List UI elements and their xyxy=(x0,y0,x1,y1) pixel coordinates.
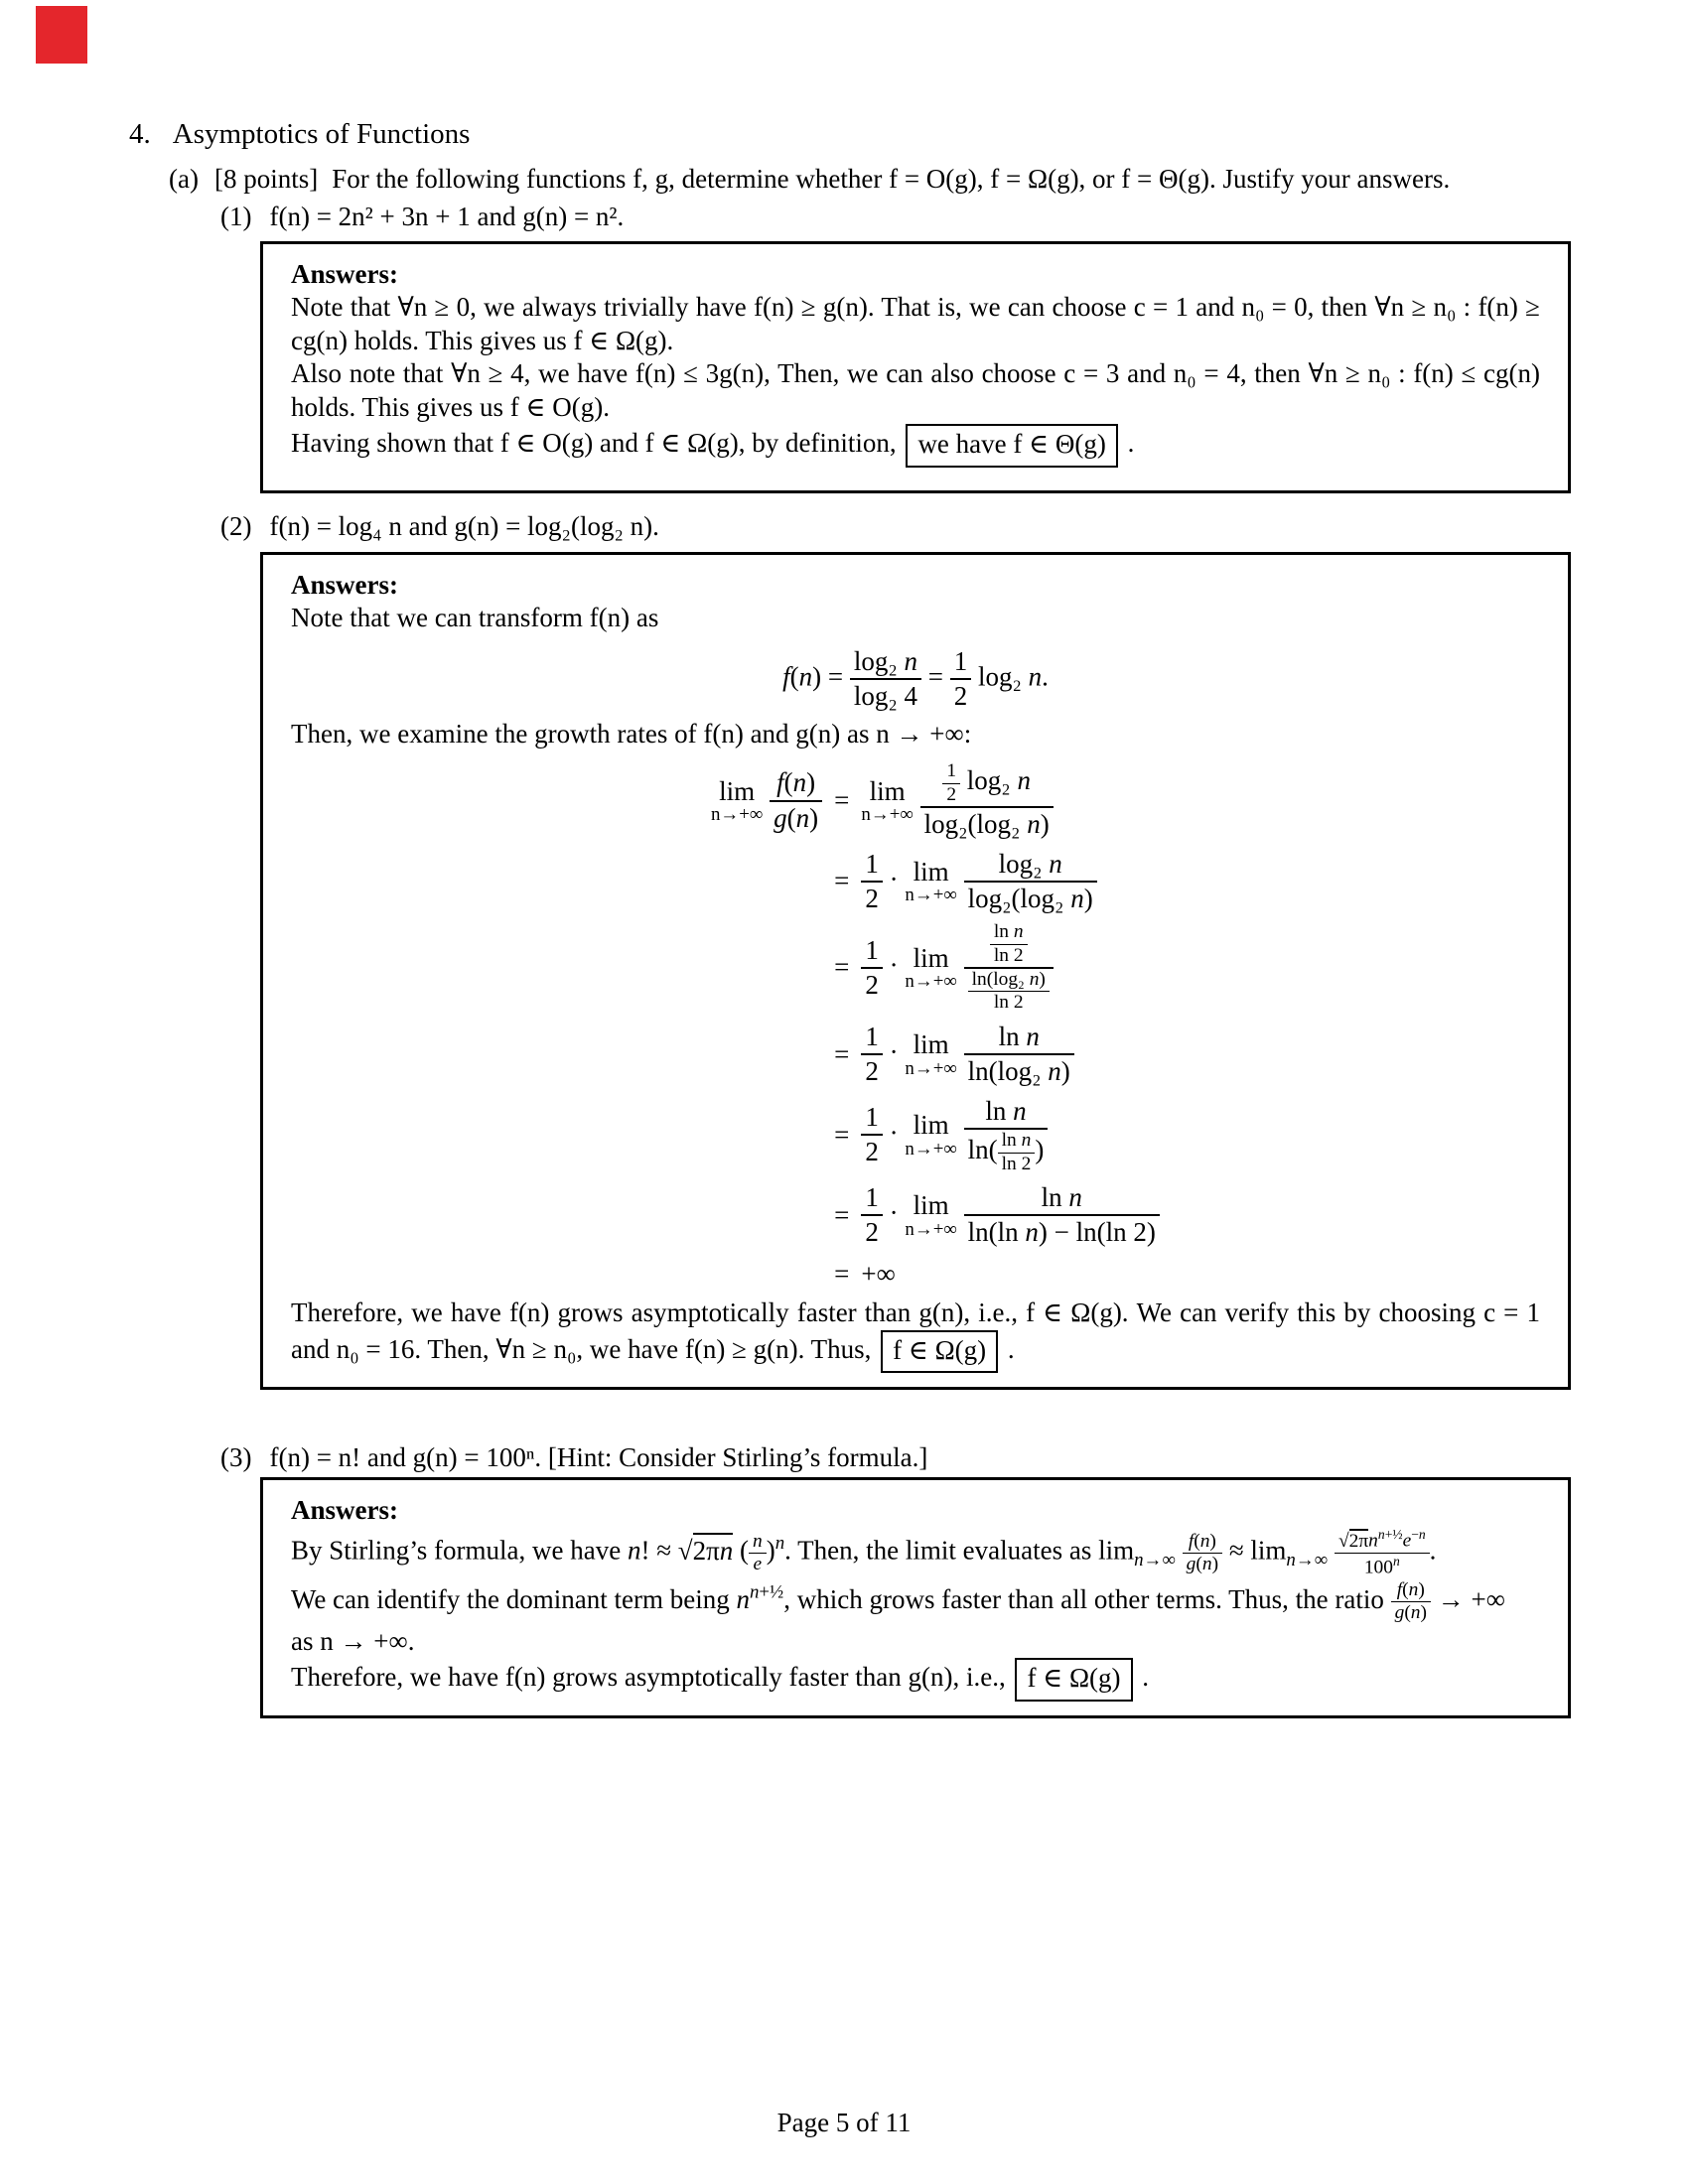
boxed-answer: we have f ∈ Θ(g) xyxy=(906,424,1117,467)
math-variable: g xyxy=(774,802,787,833)
box3-paragraph-2: We can identify the dominant term being $n^{n+\frac{1}{2}}$, which grows faster than all other terms. Thus, the ratio $\frac{f(n)}{g(n)}$ → +∞ xyxy=(291,1579,1505,1624)
math-variable: n xyxy=(1029,969,1040,991)
math-variable: n xyxy=(774,1533,785,1555)
math-variable: n xyxy=(1021,1130,1032,1152)
math-variable: n xyxy=(1377,1527,1385,1543)
math-variable: n xyxy=(1013,921,1024,943)
derivation-row xyxy=(671,760,1160,841)
part-a-label: (a) xyxy=(169,164,199,194)
math-fraction: $\frac{f(n)}{g(n)}$ xyxy=(770,766,822,835)
section-title xyxy=(129,117,470,153)
math-limit: lim n→+∞ xyxy=(905,856,957,906)
math-variable: n xyxy=(795,802,810,833)
math-fraction: $\frac{\text{log₂ n}}{\text{log₂ 4}}$ xyxy=(850,645,921,714)
red-marker xyxy=(36,6,87,64)
math-subscript: n→∞ xyxy=(1134,1550,1176,1571)
math-superscript xyxy=(1393,1554,1400,1569)
item-2-statement: f(n) = log₄ n and g(n) = log₂(log₂ n). xyxy=(269,511,659,541)
math-sqrt: √2π xyxy=(1337,1530,1369,1552)
math-fraction: $\frac{1}{2}$ log₂ n log₂(log₂ n) xyxy=(920,760,1054,841)
section-number: 4. xyxy=(129,118,151,150)
math-variable: n xyxy=(749,1581,760,1603)
answer-box-2 xyxy=(260,552,1571,1390)
limit-derivation xyxy=(671,760,1160,1291)
item-1-label: (1) xyxy=(220,202,252,231)
part-a-line xyxy=(169,163,1450,196)
derivation-row: = $\frac{1}{2}$ · lim n→+∞ $\frac{\frac{\text{ln n}}{\ln 2}}{\frac{\text{ln(log₂ n)}}{\ln 2}}$ xyxy=(671,921,1160,1014)
math-subscript: n→∞ xyxy=(1286,1550,1329,1571)
answer-box-1 xyxy=(260,241,1571,493)
derivation-row: = +∞ xyxy=(671,1256,1160,1292)
math-variable: n xyxy=(904,645,917,676)
equals-sign: = xyxy=(834,1038,850,1069)
math-fraction: $\frac{1}{2}$ xyxy=(861,934,883,1003)
item-1-statement: f(n) = 2n² + 3n + 1 and g(n) = n². xyxy=(269,202,625,231)
math-fraction: $\frac{f(n)}{g(n)}$ xyxy=(1183,1531,1222,1576)
math-variable: n xyxy=(1070,883,1084,913)
math-variable: g xyxy=(1394,1602,1405,1624)
boxed-answer: f ∈ Ω(g) xyxy=(881,1330,998,1373)
math-variable: n xyxy=(1134,1550,1144,1571)
math-variable: f xyxy=(782,661,790,692)
math-limit: lim n→+∞ xyxy=(905,1110,957,1160)
box3-paragraph-1: By Stirling’s formula, we have n! ≈ √2πn ( $\frac{n}{e}$ )$^n$. Then, the limit evaluates as $\lim_{n\to\infty}$ $\frac{f(n)}{g(n)}$ ≈ $\lim_{n\to\infty}$ $√2\pi n^{n+\frac{1}{2}}e^{-n}$ 100$^n$ . xyxy=(291,1527,1437,1578)
math-variable: n xyxy=(1025,1217,1039,1248)
math-fraction: $\frac{\text{ln n}}{\ln 2}$ xyxy=(998,1130,1036,1175)
math-fraction: $\frac{1}{2}$ xyxy=(861,1021,883,1089)
math-superscript: −n xyxy=(1411,1527,1426,1543)
math-limit: lim n→+∞ xyxy=(861,775,914,826)
section-title-text: Asymptotics of Functions xyxy=(172,118,471,150)
math-superscript: n+½ xyxy=(1377,1527,1403,1543)
math-variable: n xyxy=(736,1584,750,1615)
item-3-label: (3) xyxy=(220,1442,252,1472)
math-fraction xyxy=(749,1531,767,1576)
math-variable: n xyxy=(1028,661,1043,692)
answers-label-3: Answers: xyxy=(291,1495,398,1525)
math-variable: n xyxy=(1049,848,1062,879)
math-fraction: $\frac{\text{ln n}}{\text{ln(log₂ n)}}$ xyxy=(964,1021,1074,1089)
answer-box-3 xyxy=(260,1477,1571,1718)
math-variable: n xyxy=(1418,1527,1426,1543)
item-3-line xyxy=(220,1441,927,1474)
math-variable: n xyxy=(719,1536,734,1566)
box2-paragraph-2: Then, we examine the growth rates of f(n) and g(n) as n → +∞: xyxy=(291,718,972,749)
math-fraction: $\frac{\text{ln n}}{\ln 2}$ xyxy=(990,921,1028,967)
math-fraction: $√2\pi n^{n+\frac{1}{2}}e^{-n}$ 100$^n$ xyxy=(1335,1527,1430,1579)
derivation-row: = $\frac{1}{2}$ · lim n→+∞ $\frac{\text{ln n}}{\text{ln(ln n) − ln(ln 2)}}$ xyxy=(671,1181,1160,1250)
math-superscript: n+½ xyxy=(749,1581,784,1603)
math-limit: lim n→+∞ xyxy=(710,775,764,826)
math-fraction: $\frac{f(n)}{g(n)}$ xyxy=(1391,1579,1431,1625)
boxed-answer: f ∈ Ω(g) xyxy=(1015,1658,1132,1701)
math-fraction: $\frac{1}{2}$ xyxy=(950,645,972,714)
transform-equation: f(n) = $\frac{\text{log₂ n}}{\text{log₂ 4}}$ = $\frac{1}{2}$ log₂ n. xyxy=(291,645,1540,714)
math-fraction: $\frac{1}{2}$ xyxy=(942,760,960,806)
box1-paragraph-2: Also note that ∀n ≥ 4, we have f(n) ≤ 3g(n), Then, we can also choose c = 3 and n₀ = 4, then ∀n ≥ n₀ : f(n) ≤ cg(n) holds. This gives us f ∈ O(g). xyxy=(291,358,1540,422)
math-limit: lim n→+∞ xyxy=(905,943,957,993)
derivation-row: = $\frac{1}{2}$ · lim n→+∞ $\frac{\text{ln n}}{\text{ln(log₂ n)}}$ xyxy=(671,1021,1160,1089)
part-a-text: For the following functions f, g, determine whether f = O(g), f = Ω(g), or f = Θ(g). Justify your answers. xyxy=(332,164,1451,194)
equals-sign: = xyxy=(834,866,850,896)
math-fraction: $\frac{1}{2}$ xyxy=(861,1101,883,1169)
box1-paragraph-1: Note that ∀n ≥ 0, we always trivially have f(n) ≥ g(n). That is, we can choose c = 1 and n₀ = 0, then ∀n ≥ n₀ : f(n) ≥ cg(n) holds. This gives us f ∈ Ω(g). xyxy=(291,292,1540,355)
math-variable: n xyxy=(627,1536,641,1566)
item-2-label: (2) xyxy=(220,511,252,541)
math-variable: g xyxy=(1186,1554,1196,1575)
math-variable: n xyxy=(798,661,813,692)
box3-paragraph-3: as n → +∞. xyxy=(291,1625,415,1656)
math-variable: f xyxy=(1396,1579,1403,1601)
math-fraction: ln n ln( $\frac{\text{ln n}}{\ln 2}$ ) xyxy=(964,1095,1049,1175)
math-fraction: $\frac{1}{2}$ xyxy=(861,1181,883,1250)
math-variable: n xyxy=(752,1530,763,1552)
math-variable: n xyxy=(1048,1056,1061,1087)
math-limit: lim n→+∞ xyxy=(905,1029,957,1079)
math-fraction: $\frac{\text{log₂ n}}{\text{log₂(log₂ n)}}$ xyxy=(964,848,1097,916)
answers-label-2: Answers: xyxy=(291,570,398,600)
math-variable: n xyxy=(1286,1550,1296,1571)
math-fraction: $\frac{\text{ln(log₂ n)}}{\ln 2}$ xyxy=(968,969,1050,1015)
math-variable: n xyxy=(1199,1530,1210,1552)
equals-sign: = xyxy=(834,1119,850,1150)
derivation-row: = $\frac{1}{2}$ · lim n→+∞ $\frac{\text{log₂ n}}{\text{log₂(log₂ n)}}$ xyxy=(671,848,1160,916)
item-1-line xyxy=(220,201,624,233)
radical-icon: √ xyxy=(677,1536,693,1566)
item-3-statement: f(n) = n! and g(n) = 100ⁿ. [Hint: Consider Stirling’s formula.] xyxy=(269,1442,928,1472)
math-variable: n xyxy=(792,767,807,798)
radical-icon: √ xyxy=(1337,1530,1349,1552)
box3-conclusion: Therefore, we have f(n) grows asymptotically faster than g(n), i.e., f ∈ Ω(g) . xyxy=(291,1658,1540,1701)
math-variable: n xyxy=(1408,1579,1419,1601)
box2-conclusion: Therefore, we have f(n) grows asymptotically faster than g(n), i.e., f ∈ Ω(g). We can verify this by choosing c = 1 and n₀ = 16. Then, ∀n ≥ n₀, we have f(n) ≥ g(n). Thus, f ∈ Ω(g) . xyxy=(291,1297,1540,1373)
box1-conclusion: Having shown that f ∈ O(g) and f ∈ Ω(g), by definition, we have f ∈ Θ(g) . xyxy=(291,424,1540,467)
part-a-points: [8 points] xyxy=(213,164,319,194)
math-fraction xyxy=(964,921,1054,1014)
math-superscript xyxy=(775,1534,784,1555)
math-fraction: $\frac{\text{ln n}}{\text{ln(ln n) − ln(ln 2)}}$ xyxy=(964,1181,1160,1250)
math-variable: f xyxy=(1188,1530,1195,1552)
box2-paragraph-1: Note that we can transform f(n) as xyxy=(291,603,659,633)
derivation-row: = $\frac{1}{2}$ · lim n→+∞ ln n ln( $\frac{\text{ln n}}{\ln 2}$ ) xyxy=(671,1095,1160,1175)
math-variable: n xyxy=(1410,1602,1421,1624)
math-variable: n xyxy=(1392,1554,1400,1570)
answers-label-1: Answers: xyxy=(291,259,398,289)
math-variable: n xyxy=(1368,1530,1378,1552)
math-limit: lim n→+∞ xyxy=(905,1190,957,1240)
math-variable: e xyxy=(1402,1530,1412,1552)
math-fraction: $\frac{1}{2}$ xyxy=(861,848,883,916)
math-variable: n xyxy=(1026,1021,1040,1051)
equals-sign: = xyxy=(834,1258,850,1289)
math-variable: e xyxy=(753,1554,763,1575)
equals-sign: = xyxy=(834,785,850,816)
math-variable: n xyxy=(1027,809,1041,840)
math-variable: n xyxy=(1013,1095,1027,1126)
equals-sign: = xyxy=(834,1199,850,1230)
math-sqrt: √2πn xyxy=(678,1533,733,1568)
math-variable: n xyxy=(1068,1181,1082,1212)
math-variable: f xyxy=(776,767,784,798)
equals-sign: = xyxy=(834,952,850,983)
item-2-line xyxy=(220,510,659,543)
page-footer: Page 5 of 11 xyxy=(776,2108,912,2137)
math-variable: n xyxy=(1201,1554,1212,1575)
math-variable: n xyxy=(1017,765,1031,796)
